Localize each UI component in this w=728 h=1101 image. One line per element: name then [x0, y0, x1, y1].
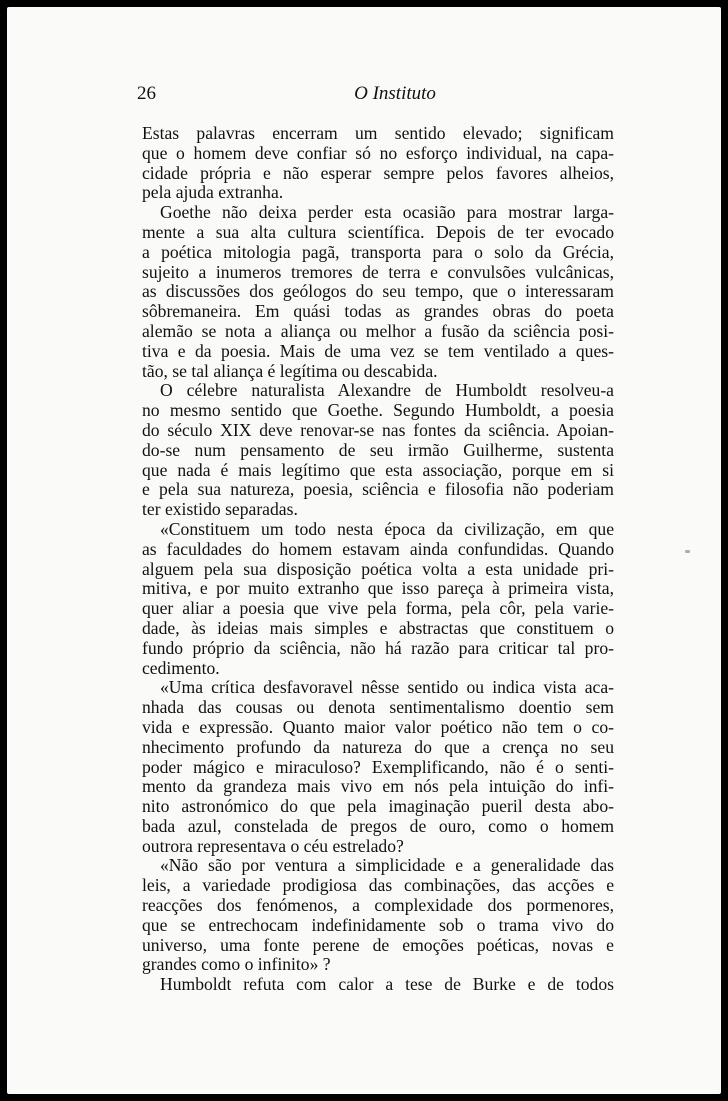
text-line: as discussões dos geólogos do seu tempo, que o interessaram: [142, 281, 614, 302]
text-line: sôbremaneira. Em quási todas as grandes obras do poeta: [142, 301, 614, 322]
text-line: vida e expressão. Quanto maior valor poético não tem o co-: [142, 716, 614, 737]
text-line: sujeito a inumeros tremores de terra e convulsões vulcânicas,: [142, 261, 614, 282]
running-head: [137, 83, 613, 111]
text-line: grandes como o infinito» ?: [142, 954, 331, 975]
text-line: poder mágico e miraculoso? Exemplificando, não é o senti-: [142, 756, 614, 777]
text-line: ter existido separadas.: [142, 499, 298, 520]
text-line: alguem pela sua disposição poética volta a esta unidade pri-: [142, 558, 614, 579]
text-line: tiva e da poesia. Mais de uma vez se tem ventilado a ques-: [142, 340, 614, 361]
text-line: e pela sua natureza, poesia, sciência e filosofia não poderiam: [142, 479, 614, 500]
text-line: «Constituem um todo nesta época da civilização, em que: [160, 518, 614, 539]
text-line: dade, às ideias mais simples e abstractas que constituem o: [142, 617, 614, 638]
paragraph: [142, 856, 614, 975]
text-line: O célebre naturalista Alexandre de Humboldt resolveu-a: [160, 380, 614, 401]
text-line: quer aliar a poesia que vive pela forma, pela côr, pela varie-: [142, 598, 614, 619]
text-line: que o homem deve confiar só no esforço individual, na capa-: [142, 142, 614, 163]
text-line: bada azul, constelada de pregos de ouro, como o homem: [142, 815, 614, 836]
text-line: a poética mitologia pagã, transporta para o solo da Grécia,: [142, 241, 614, 262]
text-line: mitiva, e por muito extranho que isso pareça à primeira vista,: [142, 578, 614, 599]
text-line: nhecimento profundo da natureza do que a crença no seu: [142, 736, 614, 757]
text-line: outrora representava o céu estrelado?: [142, 835, 404, 856]
ink-speck: [685, 550, 690, 553]
text-line: que nada é mais legítimo que esta associação, porque em si: [142, 459, 614, 480]
journal-title: O Instituto: [354, 83, 436, 104]
text-line: cedimento.: [142, 657, 220, 678]
text-line: mente a sua alta cultura scientífica. Depois de ter evocado: [142, 221, 614, 242]
paragraph: [142, 203, 614, 381]
text-line: pela ajuda extranha.: [142, 182, 284, 203]
text-line: reacções dos fenómenos, a complexidade dos pormenores,: [142, 895, 614, 916]
text-line: leis, a variedade prodigiosa das combinações, das acções e: [142, 875, 614, 896]
text-line: Estas palavras encerram um sentido elevado; significam: [142, 123, 614, 143]
text-line: universo, uma fonte perene de emoções poéticas, novas e: [142, 934, 614, 955]
text-line: fundo próprio da sciência, não há razão para criticar tal pro-: [142, 637, 614, 658]
paragraph: [142, 381, 614, 520]
text-line: Goethe não deixa perder esta ocasião para mostrar larga-: [160, 202, 614, 223]
text-line: que se entrechocam indefinidamente sob o trama vivo do: [142, 914, 614, 935]
text-line: «Uma crítica desfavoravel nêsse sentido ou indica vista aca-: [160, 677, 614, 698]
paragraph: [142, 678, 614, 856]
text-line: «Não são por ventura a simplicidade e a generalidade das: [160, 855, 614, 876]
text-line: do-se num pensamento de seu irmão Guilherme, sustenta: [142, 439, 614, 460]
text-line: no mesmo sentido que Goethe. Segundo Humboldt, a poesia: [142, 400, 614, 421]
paragraph: [142, 975, 614, 995]
paragraph: [142, 520, 614, 678]
text-line: as faculdades do homem estavam ainda confundidas. Quando: [142, 538, 614, 559]
body-text: [142, 124, 614, 995]
text-line: cidade própria e não esperar sempre pelos favores alheios,: [142, 162, 614, 183]
text-line: tão, se tal aliança é legítima ou descabida.: [142, 360, 438, 381]
text-line: alemão se nota a aliança ou melhor a fusão da sciência posi-: [142, 320, 614, 341]
text-line: Humboldt refuta com calor a tese de Burke e de todos: [160, 974, 614, 995]
text-line: do século XIX deve renovar-se nas fontes da sciência. Apoian-: [142, 419, 614, 440]
text-line: nhada das cousas ou denota sentimentalismo doentio sem: [142, 697, 614, 718]
text-line: nito astronómico do que pela imaginação pueril desta abo-: [142, 796, 614, 817]
text-line: mento da grandeza mais vivo em nós pela intuição do infi-: [142, 776, 614, 797]
page-number: 26: [137, 83, 156, 104]
paragraph: [142, 124, 614, 203]
